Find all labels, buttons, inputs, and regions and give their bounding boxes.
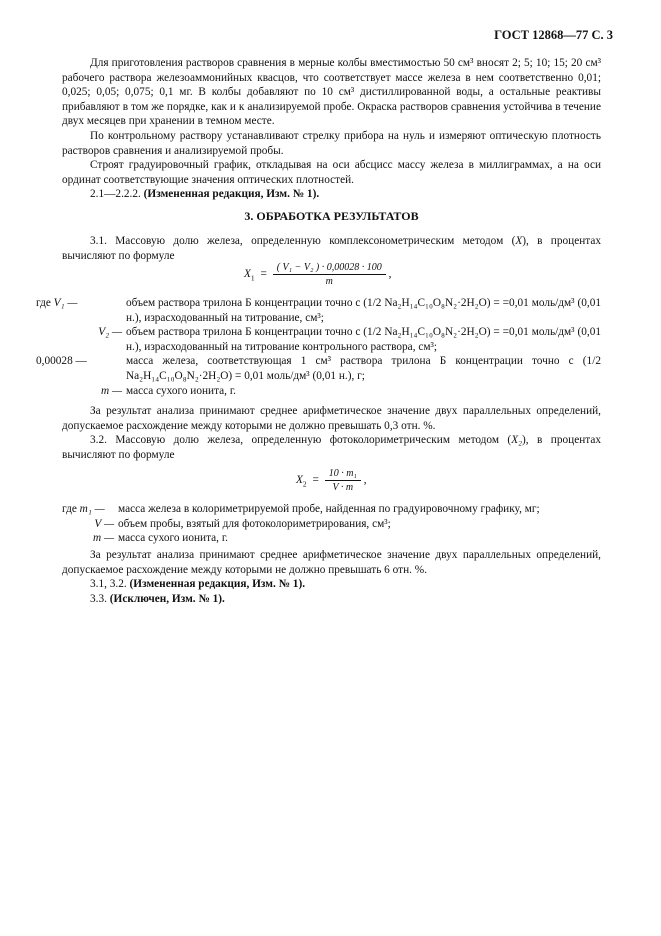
clause-3-2-result: За результат анализа принимают среднее арифметическое значение двух параллельных определений, допускаемое расхождение между которыми не должно превышать 6 отн. %. 3.1, 3.2. (Измененная редакция, Изм. № 1). 3.3. (Исключен, Изм. № 1).: [62, 549, 601, 605]
paragraph-calibration-graph: Строят градуировочный график, откладывая на оси абсцисс массу железа в миллиграммах, а на оси ординат соответствующие значения оптических плотностей.: [62, 159, 601, 186]
definitions-x1: [36, 296, 601, 398]
paragraph-amendment-2-1: [62, 187, 601, 202]
amendment-note: (Измененная редакция, Изм. № 1).: [143, 188, 320, 201]
clause-3-2: 3.2. Массовую долю железа, определенную фотоколориметрическим методом (X₂), в процентах вычисляют по формуле: [62, 434, 601, 461]
definition-row: V — объем пробы, взятый для фотоколориметрирования, см³;: [94, 517, 391, 530]
clause-3-3: 3.3. (Исключен, Изм. № 1).: [90, 592, 225, 605]
definition-row: V₂ — объем раствора трилона Б концентрации точно c (1/2 Na₂H₁₄C₁₀O₈N₂·2H₂O) = =0,01 моль/дм³ (0,01 н.), израсходованный на титрование контрольного раствора, см³;: [98, 326, 601, 353]
clause-3-1-result: За результат анализа принимают среднее арифметическое значение двух параллельных определений, допускаемое расхождение между которыми не должно превышать 0,3 отн. %. 3.2. Массовую долю железа, определенную фотоколориметрическим методом (X₂), в процентах вычисляют по формуле: [62, 405, 601, 461]
formula-x2-numerator: 10 · m₁: [325, 468, 361, 481]
paragraph-reference-solutions: Для приготовления растворов сравнения в мерные колбы вместимостью 50 см³ вносят 2; 5; 10; 15; 20 см³ рабочего раствора железоаммонийных квасцов, что соответствует массе железа в нем соответственно 0,01; 0,025; 0,05; 0,075; 0,1 мг. В колбы добавляют по 10 см³ дистиллированной воды, а остальные реактивы прибавляют в том же порядке, как и к анализируемой пробе. Окраска растворов сравнения устойчива в течение двух месяцев при хранении в темном месте.: [62, 57, 601, 128]
definition-row: 0,00028 — масса железа, соответствующая 1 см³ раствора трилона Б концентрации точно c (1/2 Na₂H₁₄C₁₀O₈N₂·2H₂O) = 0,01 моль/дм³ (0,01 н.), г;: [36, 355, 601, 382]
formula-x1: $X_1$ = $\frac{\text{( V₁ − V₂ ) · 0,00028 · 100}}{m}$ ,: [244, 262, 392, 287]
definition-row: m — масса сухого ионита, г.: [100, 384, 237, 397]
formula-x1-denominator: m: [325, 276, 333, 287]
definitions-x2: [62, 502, 601, 546]
paragraph-control-solution: По контрольному раствору устанавливают стрелку прибора на нуль и измеряют оптическую плотность растворов сравнения и анализируемой пробы.: [62, 129, 601, 157]
definition-row: где V₁ — объем раствора трилона Б концентрации точно c (1/2 Na₂H₁₄C₁₀O₈N₂·2H₂O) = =0,01 моль/дм³ (0,01 н.), израсходованный на титрование, см³;: [36, 297, 601, 324]
formula-x2-denominator: V · m: [332, 482, 354, 493]
formula-x2: $X_2$ = $\frac{\text{10 · m₁}}{V \cdot m}$ ,: [296, 468, 367, 493]
amendment-3-1-3-2: 3.1, 3.2. (Измененная редакция, Изм. № 1).: [90, 578, 306, 591]
intro-block: [62, 56, 601, 202]
clause-number: 2.1—2.2.2.: [90, 188, 141, 201]
clause-3-1: 3.1. Массовую долю железа, определенную комплексонометрическим методом (X), в процентах вычисляют по формуле: [62, 235, 601, 262]
page-header: ГОСТ 12868—77 С. 3: [494, 28, 613, 42]
definition-row: m — масса сухого ионита, г.: [92, 532, 229, 545]
definition-row: где m₁ — масса железа в колориметрируемой пробе, найденная по градуировочному графику, мг;: [62, 503, 540, 515]
formula-x1-numerator: ( V₁ − V₂ ) · 0,00028 · 100: [273, 262, 386, 275]
section-title: 3. ОБРАБОТКА РЕЗУЛЬТАТОВ: [244, 209, 419, 223]
